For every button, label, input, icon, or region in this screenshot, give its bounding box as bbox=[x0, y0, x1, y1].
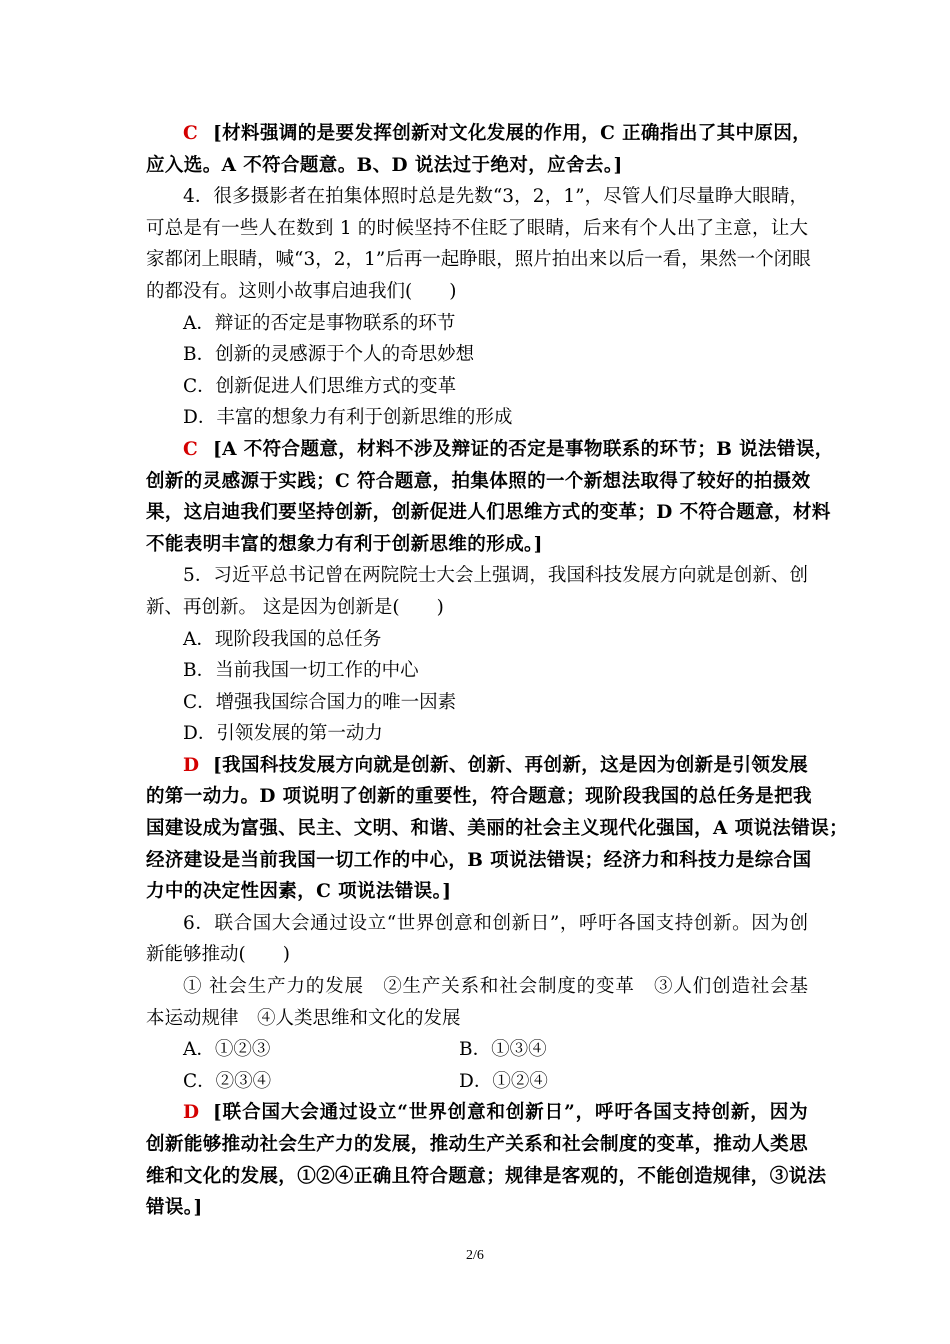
answer-line: D [联合国大会通过设立“世界创意和创新日”，呼吁各国支持创新，因为 bbox=[146, 1097, 808, 1129]
option-b: B．当前我国一切工作的中心 bbox=[183, 660, 419, 682]
option-b: B．创新的灵感源于个人的奇思妙想 bbox=[183, 344, 475, 366]
option-row bbox=[146, 1034, 808, 1066]
page-number: 2/6 bbox=[466, 1248, 484, 1263]
answer-line: 国建设成为富强、民主、文明、和谐、美丽的社会主义现代化强国，A 项说法错误； bbox=[146, 818, 848, 840]
answer-line: 创新能够推动社会生产力的发展，推动生产关系和社会制度的变革，推动人类思 bbox=[146, 1134, 808, 1155]
option-d: D．①②④ bbox=[459, 1070, 548, 1092]
question-stem-line: 的都没有。这则小故事启迪我们( ) bbox=[146, 280, 457, 302]
option-b: B．①③④ bbox=[459, 1039, 547, 1061]
question-stem-line: 新、再创新。 这是因为创新是( ) bbox=[146, 596, 444, 618]
page-content bbox=[146, 118, 848, 1224]
answer-line: C [材料强调的是要发挥创新对文化发展的作用，C 正确指出了其中原因， bbox=[146, 118, 808, 150]
question-5-stem: 5．习近平总书记曾在两院院士大会上强调，我国科技发展方向就是创新、创 bbox=[183, 565, 808, 587]
question-4-stem: 4．很多摄影者在拍集体照时总是先数“3，2，1”，尽管人们尽量睁大眼睛， bbox=[183, 186, 808, 208]
option-a: A．①②③ bbox=[183, 1039, 271, 1061]
answer-line: 力中的决定性因素，C 项说法错误。] bbox=[146, 881, 452, 903]
question-stem-line: 可总是有一些人在数到 1 的时候坚持不住眨了眼睛，后来有个人出了主意，让大 bbox=[146, 217, 808, 239]
option-d: D．丰富的想象力有利于创新思维的形成 bbox=[183, 407, 513, 429]
answer-line: 的第一动力。D 项说明了创新的重要性，符合题意；现阶段我国的总任务是把我 bbox=[146, 786, 812, 808]
answer-key: C bbox=[183, 123, 199, 144]
answer-line: 应入选。A 不符合题意。B、D 说法过于绝对，应舍去。] bbox=[146, 154, 623, 176]
statement-items: 本运动规律 ④人类思维和文化的发展 bbox=[146, 1007, 461, 1029]
option-c: C．②③④ bbox=[183, 1070, 272, 1092]
answer-line: 创新的灵感源于实践；C 符合题意，拍集体照的一个新想法取得了较好的拍摄效 bbox=[146, 470, 811, 492]
answer-line: 错误。] bbox=[146, 1197, 203, 1219]
question-stem-line: 家都闭上眼睛，喊“3，2，1”后再一起睁眼，照片拍出来以后一看，果然一个闭眼 bbox=[146, 249, 811, 271]
question-6-stem: 6．联合国大会通过设立“世界创意和创新日”，呼吁各国支持创新。因为创 bbox=[183, 912, 808, 934]
option-row bbox=[146, 1066, 808, 1098]
statement-items: ① 社会生产力的发展 ②生产关系和社会制度的变革 ③人们创造社会基 bbox=[183, 976, 808, 998]
option-c: C．创新促进人们思维方式的变革 bbox=[183, 375, 457, 397]
answer-key: D bbox=[183, 1102, 200, 1124]
option-d: D．引领发展的第一动力 bbox=[183, 723, 383, 745]
answer-line: 不能表明丰富的想象力有利于创新思维的形成。] bbox=[146, 533, 543, 555]
answer-line: C [A 不符合题意，材料不涉及辩证的否定是事物联系的环节；B 说法错误， bbox=[146, 434, 808, 466]
answer-line: 经济建设是当前我国一切工作的中心，B 项说法错误；经济力和科技力是综合国 bbox=[146, 849, 812, 871]
answer-key: D bbox=[183, 754, 200, 776]
option-c: C．增强我国综合国力的唯一因素 bbox=[183, 691, 457, 713]
answer-line: 果，这启迪我们要坚持创新，创新促进人们思维方式的变革；D 不符合题意，材料 bbox=[146, 502, 831, 524]
option-a: A．现阶段我国的总任务 bbox=[183, 628, 382, 650]
answer-key: C bbox=[183, 438, 199, 460]
option-a: A．辩证的否定是事物联系的环节 bbox=[183, 312, 456, 334]
question-stem-line: 新能够推动( ) bbox=[146, 944, 290, 966]
answer-line: 维和文化的发展，①②④正确且符合题意；规律是客观的，不能创造规律，③说法 bbox=[146, 1165, 827, 1187]
answer-line: D [我国科技发展方向就是创新、创新、再创新，这是因为创新是引领发展 bbox=[146, 750, 808, 782]
